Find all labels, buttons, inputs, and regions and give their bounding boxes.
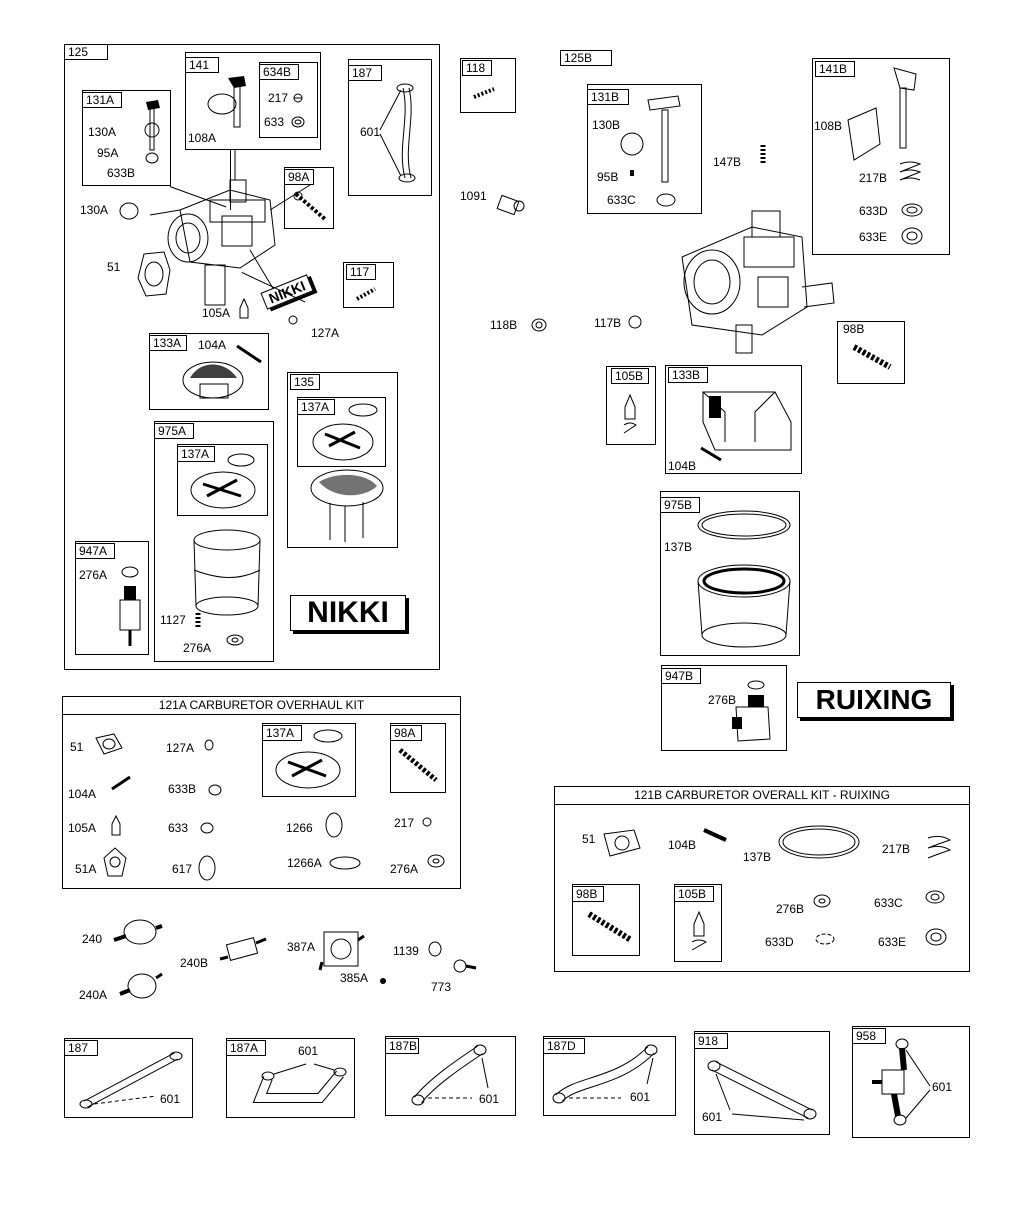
bowl-gasket-975A-drawing <box>183 448 265 513</box>
ruixing-kit-part-633C-label: 633C <box>874 896 903 910</box>
group-133B-tag: 133B <box>668 367 708 383</box>
hose-187B-drawing <box>402 1042 512 1112</box>
kit-part-127A-label: 127A <box>166 741 195 755</box>
kit-washer-276A-drawing <box>426 853 446 869</box>
ruixing-kit-part-137B-label: 137B <box>743 850 772 864</box>
kit-seal-633-drawing <box>199 821 215 835</box>
part-633-label: 633 <box>264 115 285 129</box>
part-217-label: 217 <box>268 91 289 105</box>
group-947A-tag: 947A <box>75 543 115 559</box>
part-387A-label: 387A <box>287 940 316 954</box>
nikki-logo-small: NIKKI <box>260 274 313 309</box>
part-118B-label: 118B <box>490 318 518 332</box>
fuel-filter-240-drawing <box>112 916 164 950</box>
hose-187D-drawing <box>547 1040 673 1112</box>
part-127A-label: 127A <box>311 326 340 340</box>
kit-part-105A-label: 105A <box>68 821 97 835</box>
hose-958-601-label: 601 <box>932 1080 953 1094</box>
part-108A-label: 108A <box>188 131 217 145</box>
washer-276A-975A-drawing <box>225 633 245 647</box>
ruixing-kit-part-633D-label: 633D <box>765 935 794 949</box>
kit-part-51-label: 51 <box>70 740 84 754</box>
ruixing-kit-part-104B-label: 104B <box>668 838 697 852</box>
fitting-958-drawing <box>864 1034 934 1130</box>
group-947B-tag: 947B <box>661 668 701 684</box>
throttle-shaft-141-drawing <box>200 72 255 132</box>
part-130B-label: 130B <box>592 118 621 132</box>
group-125-tag: 125 <box>64 44 108 60</box>
group-133A-tag: 133A <box>149 335 187 351</box>
hose-187B-601-label: 601 <box>479 1092 500 1106</box>
carburetor-ruixing-drawing <box>662 207 840 357</box>
part-633D-label: 633D <box>859 204 888 218</box>
hose-187A-601-label: 601 <box>298 1044 319 1058</box>
part-117B-label: 117B <box>594 316 622 330</box>
kit-screw-127A-drawing <box>202 738 216 752</box>
group-117-tag: 117 <box>346 264 376 280</box>
kit-idle-screw-98A-drawing <box>396 746 442 786</box>
kit-needle-105A-drawing <box>110 815 122 837</box>
idle-screw-98B-drawing <box>850 343 896 373</box>
group-125B-tag: 125B <box>560 50 612 66</box>
part-104A-label: 104A <box>198 338 227 352</box>
kit-part-1266-label: 1266 <box>286 821 313 835</box>
ruixing-kit-part-276B-label: 276B <box>776 902 805 916</box>
choke-shaft-131B-drawing <box>618 92 700 212</box>
kit-spring-217-drawing <box>420 815 434 829</box>
screw-118B-drawing <box>530 316 548 334</box>
kit-121B-title: 121B CARBURETOR OVERALL KIT - RUIXING <box>555 787 969 805</box>
kit-pin-104A-drawing <box>110 775 132 791</box>
float-133A-drawing <box>175 340 265 405</box>
idle-screw-98A-drawing <box>292 190 332 224</box>
part-130A-label: 130A <box>88 125 117 139</box>
part-95A-label: 95A <box>97 146 119 160</box>
fuel-filter-240A-drawing <box>118 970 164 1004</box>
group-135-tag: 135 <box>290 374 320 390</box>
kit-gasket-51A-drawing <box>102 846 128 878</box>
part-385A-label: 385A <box>340 971 369 985</box>
part-1127-label: 1127 <box>160 613 186 627</box>
bowl-135-drawing <box>305 468 390 543</box>
kit-gasket-137A-drawing <box>266 726 352 792</box>
kit-group-98A-tag: 98A <box>390 725 422 741</box>
bowl-gasket-135-drawing <box>305 400 385 465</box>
ruixing-kit-needle-105B-drawing <box>688 910 710 952</box>
fitting-1091-drawing <box>495 192 527 218</box>
nikki-logo-large: NIKKI <box>290 595 406 631</box>
ruixing-kit-idle-screw-98B-drawing <box>585 908 637 946</box>
part-51-label: 51 <box>107 260 121 274</box>
gasket-51-drawing <box>134 250 174 298</box>
part-137B-label: 137B <box>664 540 693 554</box>
group-958-tag: 958 <box>852 1028 886 1044</box>
group-634B-tag: 634B <box>259 64 299 80</box>
group-975A-tag: 975A <box>154 423 194 439</box>
needle-105B-drawing <box>620 393 640 435</box>
ruixing-kit-washer-276B-drawing <box>812 893 832 909</box>
kit-seal-633B-drawing <box>207 783 223 797</box>
kit-part-276A-label: 276A <box>390 862 419 876</box>
ruixing-kit-seal-633C-drawing <box>924 888 946 906</box>
hose-187A-drawing <box>230 1058 352 1114</box>
group-131B-tag: 131B <box>587 89 629 105</box>
hose-187-601-label: 601 <box>160 1092 181 1106</box>
kit-group-137A-tag: 137A <box>262 725 302 741</box>
solenoid-947B-drawing <box>730 677 775 747</box>
seal-633-drawing <box>291 116 305 128</box>
hose-918-601-label: 601 <box>702 1110 723 1124</box>
kit-gasket-51-drawing <box>92 730 124 758</box>
kit-oring-1266A-drawing <box>328 855 362 871</box>
ruixing-kit-spring-217B-drawing <box>924 832 954 862</box>
part-633E-label: 633E <box>859 230 888 244</box>
bowl-975A-drawing <box>190 528 265 618</box>
hose-918-drawing <box>700 1052 826 1132</box>
part-240A-label: 240A <box>79 988 108 1002</box>
part-105A-label: 105A <box>202 306 231 320</box>
ruixing-kit-gasket-51-drawing <box>600 826 644 860</box>
group-137A-in-135-tag: 137A <box>297 399 335 415</box>
kit-part-104A-label: 104A <box>68 787 97 801</box>
float-133B-drawing <box>695 382 800 464</box>
group-137A-in-975A-tag: 137A <box>177 446 215 462</box>
group-141-tag: 141 <box>185 57 219 73</box>
bowl-975B-drawing <box>694 505 794 651</box>
hose-187-drawing <box>72 1046 190 1114</box>
group-98A-tag: 98A <box>284 169 314 185</box>
group-131A-tag: 131A <box>82 92 122 108</box>
part-240-label: 240 <box>82 932 103 946</box>
kit-part-217-label: 217 <box>394 816 415 830</box>
ruixing-kit-pin-104B-drawing <box>702 828 728 844</box>
throttle-shaft-141B-drawing <box>844 64 934 249</box>
part-95B-label: 95B <box>597 170 619 184</box>
kit-part-633-label: 633 <box>168 821 189 835</box>
part-601-label: 601 <box>360 125 381 139</box>
group-98B-label: 98B <box>843 322 865 336</box>
ruixing-kit-part-217B-label: 217B <box>882 842 911 856</box>
screw-1127-drawing <box>193 612 203 628</box>
ruixing-kit-group-105B-tag: 105B <box>674 886 714 902</box>
group-975B-tag: 975B <box>660 497 700 513</box>
part-217B-label: 217B <box>859 171 888 185</box>
group-105B-tag: 105B <box>611 368 649 384</box>
screw-117-drawing <box>355 285 379 303</box>
group-187A-tag: 187A <box>226 1040 266 1056</box>
ruixing-kit-part-51-label: 51 <box>582 832 596 846</box>
group-141B-tag: 141B <box>815 61 855 77</box>
part-108B-label: 108B <box>814 119 843 133</box>
group-187-tag: 187 <box>64 1040 98 1056</box>
part-633B-label: 633B <box>107 166 136 180</box>
part-147B-label: 147B <box>713 155 742 169</box>
kit-part-1266A-label: 1266A <box>287 856 322 870</box>
hose-187D-601-label: 601 <box>630 1090 651 1104</box>
kit-ring-617-drawing <box>196 853 218 883</box>
ruixing-kit-seal-633E-drawing <box>924 926 948 948</box>
group-187B-tag: 187B <box>385 1038 419 1054</box>
screw-385A-drawing <box>377 975 389 987</box>
part-773-label: 773 <box>431 980 452 994</box>
leader-line <box>230 150 231 210</box>
fuel-filter-240B-drawing <box>218 935 268 967</box>
kit-121A-title: 121A CARBURETOR OVERHAUL KIT <box>63 697 460 715</box>
part-1091-label: 1091 <box>460 189 487 203</box>
part-276A-label: 276A <box>183 641 212 655</box>
part-276A-947A-label: 276A <box>79 568 108 582</box>
part-1139-label: 1139 <box>393 944 419 958</box>
kit-part-617-label: 617 <box>172 862 193 876</box>
group-918-tag: 918 <box>694 1033 728 1049</box>
clamp-773-drawing <box>450 956 478 978</box>
group-187D-tag: 187D <box>543 1038 585 1054</box>
fuel-pump-387A-drawing <box>318 926 366 976</box>
spring-147B-drawing <box>756 144 770 166</box>
group-118-tag: 118 <box>462 60 492 76</box>
kit-part-633B-label: 633B <box>168 782 197 796</box>
ruixing-kit-part-633E-label: 633E <box>878 935 907 949</box>
screw-127A-drawing <box>286 314 300 326</box>
ruixing-kit-group-98B-tag: 98B <box>572 886 604 902</box>
kit-part-51A-label: 51A <box>75 862 97 876</box>
ruixing-logo: RUIXING <box>797 682 951 718</box>
part-633C-label: 633C <box>607 193 636 207</box>
clamp-1139-drawing <box>426 940 444 958</box>
group-187-top-tag: 187 <box>348 65 382 81</box>
part-130A-outer-label: 130A <box>80 203 109 217</box>
needle-105A-drawing <box>239 298 249 320</box>
part-104B-label: 104B <box>668 459 697 473</box>
solenoid-947A-drawing <box>114 564 146 649</box>
ruixing-kit-gasket-137B-drawing <box>776 822 862 862</box>
part-276B-label: 276B <box>708 693 737 707</box>
ruixing-kit-seal-633D-drawing <box>814 931 836 947</box>
choke-plate-130A-drawing <box>118 201 140 221</box>
screw-118-drawing <box>472 85 498 103</box>
spring-217-drawing <box>292 92 304 104</box>
kit-oring-1266-drawing <box>322 810 346 840</box>
fuel-line-187-drawing <box>385 78 425 188</box>
screw-117B-drawing <box>627 313 643 331</box>
part-240B-label: 240B <box>180 956 209 970</box>
